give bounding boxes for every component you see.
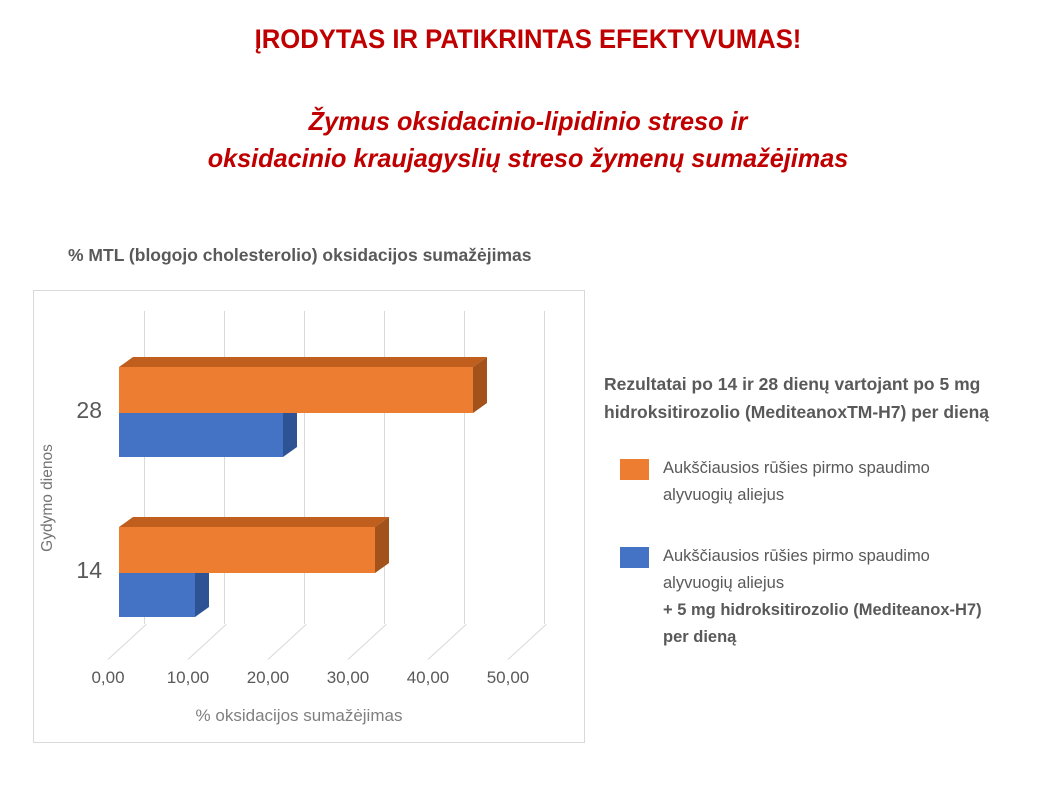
legend-label-line: alyvuogių aliejus: [663, 485, 785, 504]
y-axis-title: Gydymo dienos: [39, 444, 56, 552]
subtitle-line-1: Žymus oksidacinio-lipidinio streso ir: [308, 106, 748, 136]
category-label: 28: [76, 397, 102, 423]
legend-label-bold-line: per dieną: [663, 627, 737, 646]
annotation-line-1: Rezultatai po 14 ir 28 dienų vartojant po 5 mg: [604, 374, 981, 394]
floor-gridline: [428, 624, 467, 660]
chart-title: % MTL (blogojo cholesterolio) oksidacijos sumažėjimas: [68, 245, 532, 265]
floor-gridline: [188, 624, 227, 660]
gridline: [544, 311, 545, 624]
category-label: 14: [76, 557, 102, 583]
legend-swatch-1: [620, 459, 649, 480]
bar-front-face: [119, 573, 195, 617]
subtitle-line-2: oksidacinio kraujagyslių streso žymenų sumažėjimas: [207, 142, 849, 173]
bar-28-series-1: [119, 357, 487, 413]
legend-label-line: Aukščiausios rūšies pirmo spaudimo: [663, 459, 930, 477]
bar-front-face: [119, 527, 375, 573]
legend-label-line: alyvuogių aliejus: [663, 574, 785, 593]
subtitle: [16, 103, 1040, 177]
x-tick-label: 0,00: [91, 668, 125, 687]
right-panel: [604, 370, 1056, 650]
chart-annotation: [604, 370, 1056, 426]
x-axis-title: % oksidacijos sumažėjimas: [195, 706, 403, 725]
x-tick-label: 10,00: [166, 668, 210, 687]
legend: [604, 455, 1056, 650]
bar-top-face: [119, 357, 487, 367]
floor-gridline: [348, 624, 387, 660]
legend-item: [604, 543, 1056, 650]
bar-top-face: [119, 517, 389, 527]
main-title: ĮRODYTAS IR PATIKRINTAS EFEKTYVUMAS!: [254, 24, 802, 54]
floor-gridline: [508, 624, 547, 660]
x-tick-label: 30,00: [326, 668, 370, 687]
bar-side-face: [375, 517, 389, 573]
bar-side-face: [473, 357, 487, 413]
legend-label-bold-line: + 5 mg hidroksitirozolio (Mediteanox-H7): [663, 600, 982, 619]
legend-item: [604, 455, 1056, 508]
bar-14-series-1: [119, 517, 389, 573]
bar-front-face: [119, 367, 473, 413]
floor-gridline: [268, 624, 307, 660]
x-tick-label: 20,00: [246, 668, 290, 687]
annotation-line-2: hidroksitirozolio (MediteanoxTM-H7) per dieną: [604, 402, 990, 422]
x-tick-label: 50,00: [486, 668, 530, 687]
legend-swatch-2: [620, 547, 649, 568]
bar-chart: [33, 290, 585, 743]
legend-label: [663, 543, 982, 650]
bar-front-face: [119, 413, 283, 457]
floor-gridline: [108, 624, 147, 660]
x-tick-label: 40,00: [406, 668, 450, 687]
legend-label-line: Aukščiausios rūšies pirmo spaudimo: [663, 547, 930, 566]
legend-label: [663, 455, 930, 508]
